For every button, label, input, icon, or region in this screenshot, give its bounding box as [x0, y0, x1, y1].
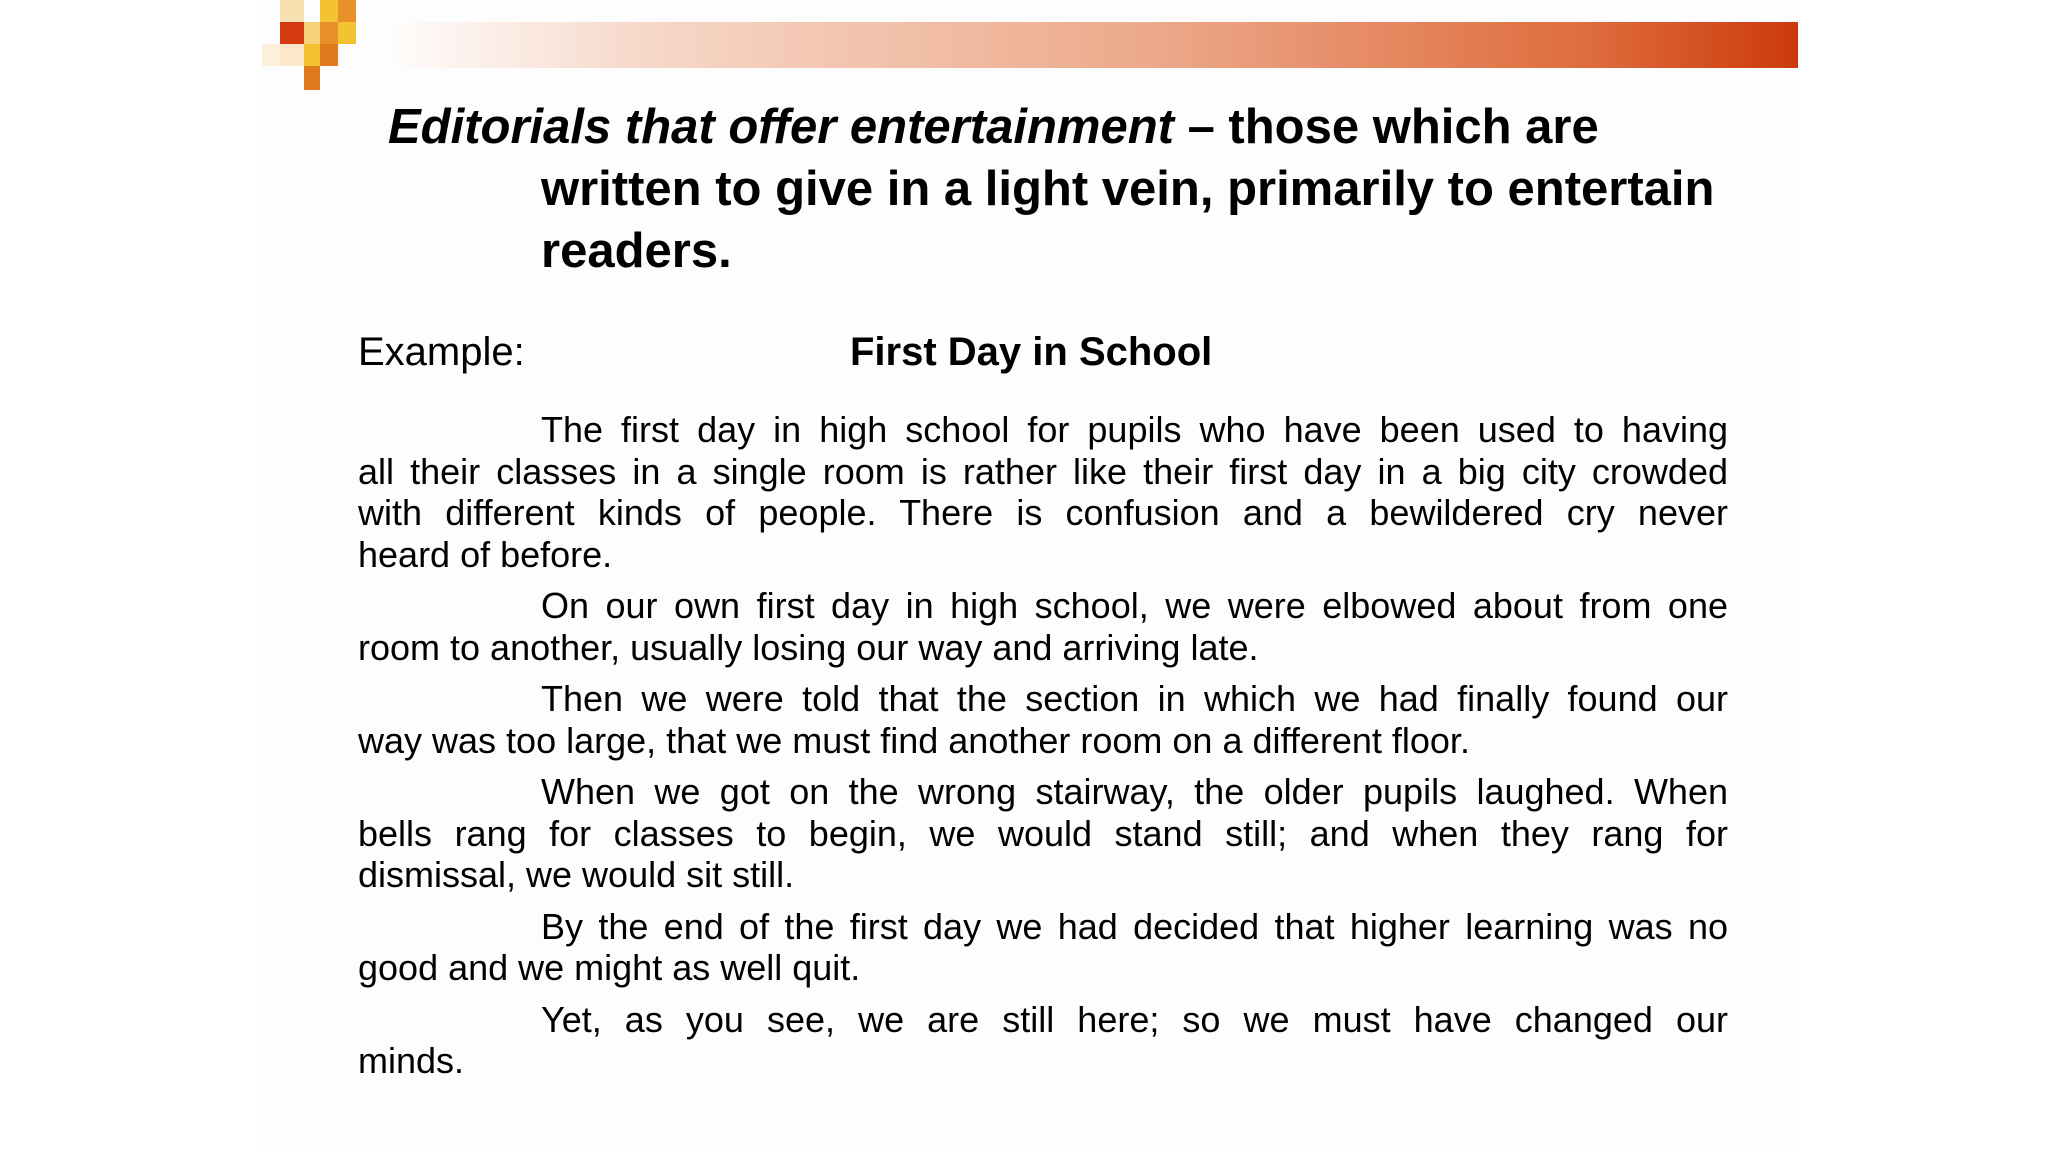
paragraph — [358, 906, 1728, 989]
logo-square — [320, 44, 338, 66]
example-label: Example: — [358, 330, 525, 374]
paragraph-line: When we got on the wrong stairway, the older pupils laughed. When — [541, 771, 1728, 812]
paragraph-line: The first day in high school for pupils who have been used to having — [541, 409, 1728, 450]
heading-line-3: readers. — [541, 224, 732, 278]
paragraph-line: all their classes in a single room is rather like their first day in a big city crowded — [358, 450, 1728, 492]
checker-logo — [262, 0, 374, 96]
paragraph-line: good and we might as well quit. — [358, 947, 861, 988]
heading-line-1 — [388, 96, 1728, 158]
paragraph-line: Yet, as you see, we are still here; so we must have changed our — [541, 998, 1728, 1040]
logo-square — [304, 44, 320, 66]
logo-square — [280, 0, 304, 22]
logo-square — [338, 22, 356, 44]
paragraph — [358, 409, 1728, 575]
paragraph-line: minds. — [358, 1040, 465, 1081]
paragraph-line: On our own first day in high school, we were elbowed about from one — [541, 585, 1728, 626]
paragraph-line: dismissal, we would sit still. — [358, 854, 795, 895]
paragraph-line: way was too large, that we must find another room on a different floor. — [358, 719, 1470, 761]
slide-heading — [388, 96, 1728, 282]
example-title: First Day in School — [850, 330, 1213, 374]
logo-square — [338, 0, 356, 22]
heading-line-1-rest: – those which are — [1173, 100, 1599, 154]
paragraph — [358, 999, 1728, 1082]
logo-square — [280, 22, 304, 44]
logo-square — [304, 22, 320, 44]
logo-square — [320, 0, 338, 22]
paragraph-line: Then we were told that the section in which we had finally found our — [541, 678, 1728, 719]
paragraph-line: bells rang for classes to begin, we would stand still; and when they rang for — [358, 812, 1728, 854]
logo-square — [304, 66, 320, 90]
heading-line-2: written to give in a light vein, primarily to entertain — [541, 162, 1715, 216]
paragraph — [358, 678, 1728, 761]
example-body — [358, 409, 1728, 1092]
paragraph-line: with different kinds of people. There is confusion and a bewildered cry never — [358, 492, 1728, 533]
paragraph-line: room to another, usually losing our way and arriving late. — [358, 626, 1259, 668]
paragraph — [358, 585, 1728, 668]
paragraph-line: By the end of the first day we had decided that higher learning was no — [541, 905, 1728, 947]
logo-square — [320, 22, 338, 44]
header-gradient-bar — [374, 22, 1798, 68]
logo-square — [262, 44, 280, 66]
heading-term: Editorials that offer entertainment — [388, 100, 1174, 154]
logo-square — [280, 44, 304, 66]
paragraph-line: heard of before. — [358, 533, 613, 575]
paragraph — [358, 771, 1728, 896]
